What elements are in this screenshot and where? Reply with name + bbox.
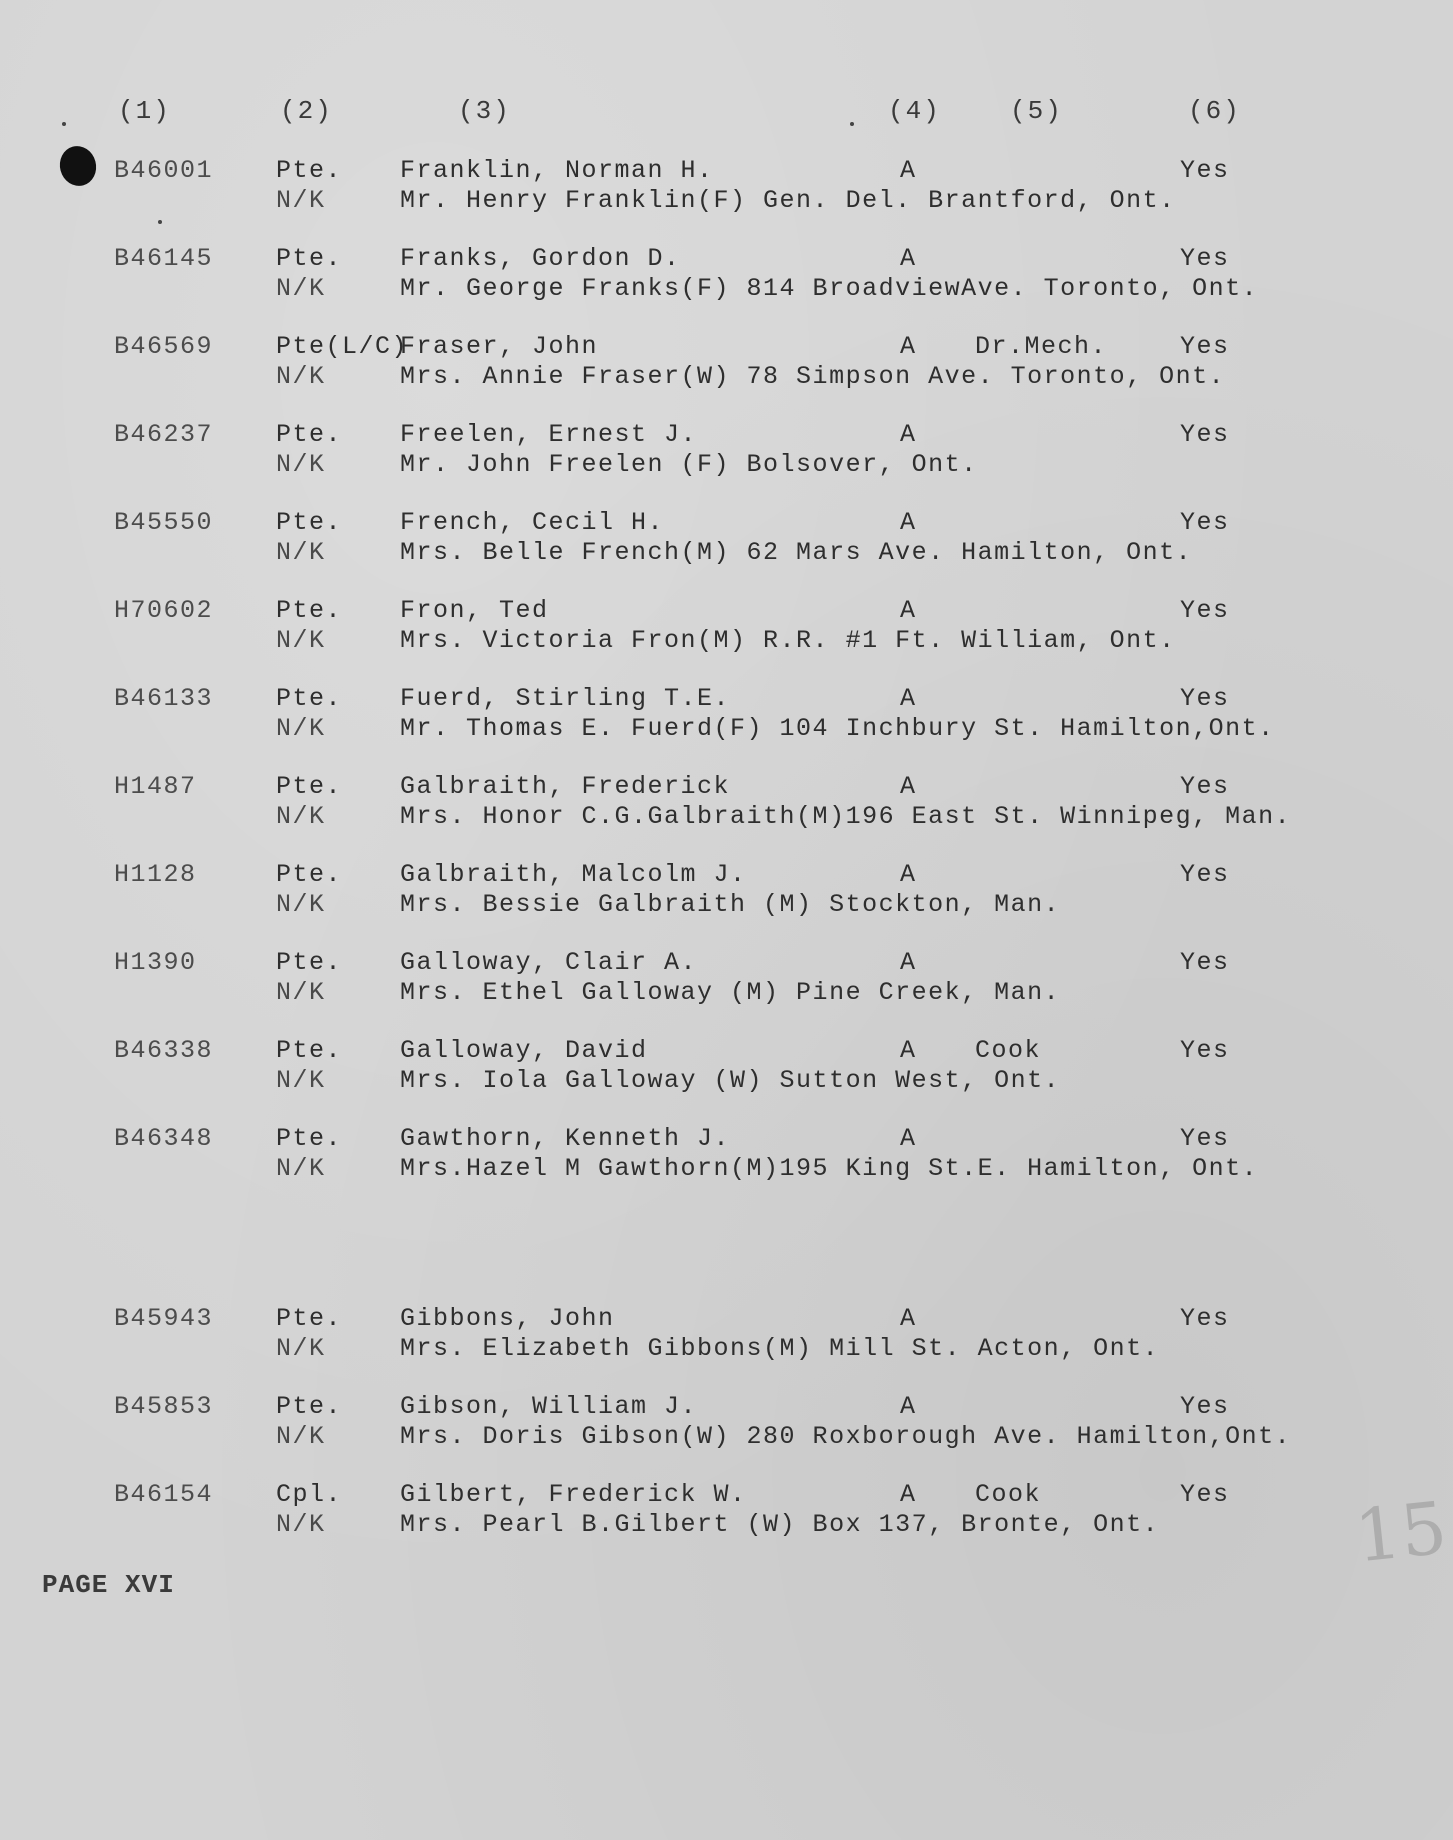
column-6-value: Yes	[1180, 1036, 1230, 1065]
list-item	[0, 156, 1453, 226]
rank: Pte.	[276, 1036, 343, 1065]
next-of-kin-address: Mr. George Franks(F) 814 BroadviewAve. Toronto, Ont.	[400, 274, 1259, 303]
next-of-kin-label: N/K	[276, 1422, 326, 1451]
list-item	[0, 508, 1453, 578]
column-6-value: Yes	[1180, 596, 1230, 625]
rank: Pte.	[276, 684, 343, 713]
next-of-kin-address: Mrs. Elizabeth Gibbons(M) Mill St. Acton, Ont.	[400, 1334, 1160, 1363]
column-4-value: A	[900, 1304, 917, 1333]
column-4-value: A	[900, 1036, 917, 1065]
column-6-value: Yes	[1180, 244, 1230, 273]
next-of-kin-address: Mrs. Annie Fraser(W) 78 Simpson Ave. Toronto, Ont.	[400, 362, 1226, 391]
page-footer: PAGE XVI	[42, 1570, 175, 1600]
next-of-kin-address: Mrs. Bessie Galbraith (M) Stockton, Man.	[400, 890, 1061, 919]
next-of-kin-address: Mrs. Ethel Galloway (M) Pine Creek, Man.	[400, 978, 1061, 1007]
column-6-value: Yes	[1180, 1124, 1230, 1153]
service-number: B46348	[114, 1124, 214, 1153]
column-header: (2)	[280, 96, 333, 126]
list-item	[0, 1036, 1453, 1106]
soldier-name: Gawthorn, Kenneth J.	[400, 1124, 731, 1153]
column-6-value: Yes	[1180, 1480, 1230, 1509]
column-header: (3)	[458, 96, 511, 126]
column-headers	[0, 96, 1453, 132]
list-item	[0, 948, 1453, 1018]
rank: Pte.	[276, 772, 343, 801]
column-5-value: Cook	[975, 1036, 1042, 1065]
next-of-kin-address: Mr. Henry Franklin(F) Gen. Del. Brantford, Ont.	[400, 186, 1176, 215]
next-of-kin-address: Mr. John Freelen (F) Bolsover, Ont.	[400, 450, 978, 479]
column-4-value: A	[900, 596, 917, 625]
next-of-kin-label: N/K	[276, 1154, 326, 1183]
service-number: H70602	[114, 596, 214, 625]
column-4-value: A	[900, 244, 917, 273]
column-header: (1)	[118, 96, 171, 126]
next-of-kin-label: N/K	[276, 802, 326, 831]
next-of-kin-label: N/K	[276, 450, 326, 479]
column-6-value: Yes	[1180, 1304, 1230, 1333]
column-6-value: Yes	[1180, 684, 1230, 713]
rank: Pte.	[276, 156, 343, 185]
column-6-value: Yes	[1180, 332, 1230, 361]
rank: Pte.	[276, 420, 343, 449]
service-number: H1128	[114, 860, 197, 889]
rank: Pte.	[276, 1392, 343, 1421]
service-number: B45853	[114, 1392, 214, 1421]
service-number: B46569	[114, 332, 214, 361]
soldier-name: Gibson, William J.	[400, 1392, 698, 1421]
column-header: (5)	[1010, 96, 1063, 126]
list-item	[0, 684, 1453, 754]
list-item	[0, 1392, 1453, 1462]
soldier-name: Franklin, Norman H.	[400, 156, 714, 185]
rank: Pte.	[276, 596, 343, 625]
next-of-kin-address: Mrs. Pearl B.Gilbert (W) Box 137, Bronte, Ont.	[400, 1510, 1160, 1539]
column-6-value: Yes	[1180, 772, 1230, 801]
soldier-name: Franks, Gordon D.	[400, 244, 681, 273]
column-4-value: A	[900, 1480, 917, 1509]
next-of-kin-label: N/K	[276, 978, 326, 1007]
column-4-value: A	[900, 1392, 917, 1421]
column-4-value: A	[900, 420, 917, 449]
service-number: H1487	[114, 772, 197, 801]
next-of-kin-label: N/K	[276, 274, 326, 303]
next-of-kin-label: N/K	[276, 538, 326, 567]
soldier-name: French, Cecil H.	[400, 508, 665, 537]
column-4-value: A	[900, 860, 917, 889]
soldier-name: Galloway, David	[400, 1036, 648, 1065]
column-header: (6)	[1188, 96, 1241, 126]
rank: Cpl.	[276, 1480, 343, 1509]
list-item	[0, 244, 1453, 314]
column-4-value: A	[900, 332, 917, 361]
column-6-value: Yes	[1180, 948, 1230, 977]
service-number: B46145	[114, 244, 214, 273]
service-number: B46338	[114, 1036, 214, 1065]
service-number: B45943	[114, 1304, 214, 1333]
next-of-kin-label: N/K	[276, 1066, 326, 1095]
soldier-name: Galbraith, Frederick	[400, 772, 731, 801]
next-of-kin-label: N/K	[276, 362, 326, 391]
soldier-name: Fuerd, Stirling T.E.	[400, 684, 731, 713]
column-6-value: Yes	[1180, 508, 1230, 537]
column-6-value: Yes	[1180, 420, 1230, 449]
next-of-kin-address: Mrs. Belle French(M) 62 Mars Ave. Hamilton, Ont.	[400, 538, 1193, 567]
next-of-kin-address: Mrs. Iola Galloway (W) Sutton West, Ont.	[400, 1066, 1061, 1095]
next-of-kin-label: N/K	[276, 626, 326, 655]
next-of-kin-address: Mrs. Victoria Fron(M) R.R. #1 Ft. William, Ont.	[400, 626, 1176, 655]
column-5-value: Cook	[975, 1480, 1042, 1509]
rank: Pte.	[276, 860, 343, 889]
next-of-kin-label: N/K	[276, 1510, 326, 1539]
soldier-name: Gilbert, Frederick W.	[400, 1480, 747, 1509]
list-item	[0, 1124, 1453, 1194]
column-4-value: A	[900, 508, 917, 537]
column-6-value: Yes	[1180, 860, 1230, 889]
list-item	[0, 420, 1453, 490]
list-item	[0, 1480, 1453, 1550]
next-of-kin-address: Mrs. Doris Gibson(W) 280 Roxborough Ave. Hamilton,Ont.	[400, 1422, 1292, 1451]
service-number: B46133	[114, 684, 214, 713]
soldier-name: Gibbons, John	[400, 1304, 615, 1333]
next-of-kin-label: N/K	[276, 1334, 326, 1363]
service-number: H1390	[114, 948, 197, 977]
service-number: B46154	[114, 1480, 214, 1509]
column-header: (4)	[888, 96, 941, 126]
rank: Pte.	[276, 1304, 343, 1333]
soldier-name: Fron, Ted	[400, 596, 549, 625]
column-4-value: A	[900, 772, 917, 801]
soldier-name: Galloway, Clair A.	[400, 948, 698, 977]
column-4-value: A	[900, 948, 917, 977]
list-item	[0, 1304, 1453, 1374]
column-5-value: Dr.Mech.	[975, 332, 1108, 361]
rank: Pte.	[276, 948, 343, 977]
soldier-name: Galbraith, Malcolm J.	[400, 860, 747, 889]
list-item	[0, 596, 1453, 666]
list-item	[0, 332, 1453, 402]
rank: Pte.	[276, 508, 343, 537]
rank: Pte(L/C)	[276, 332, 409, 361]
next-of-kin-label: N/K	[276, 714, 326, 743]
next-of-kin-label: N/K	[276, 186, 326, 215]
service-number: B46237	[114, 420, 214, 449]
column-6-value: Yes	[1180, 1392, 1230, 1421]
soldier-name: Freelen, Ernest J.	[400, 420, 698, 449]
list-item	[0, 860, 1453, 930]
column-4-value: A	[900, 1124, 917, 1153]
column-4-value: A	[900, 156, 917, 185]
rank: Pte.	[276, 244, 343, 273]
next-of-kin-address: Mrs.Hazel M Gawthorn(M)195 King St.E. Hamilton, Ont.	[400, 1154, 1259, 1183]
service-number: B45550	[114, 508, 214, 537]
next-of-kin-label: N/K	[276, 890, 326, 919]
column-6-value: Yes	[1180, 156, 1230, 185]
next-of-kin-address: Mr. Thomas E. Fuerd(F) 104 Inchbury St. Hamilton,Ont.	[400, 714, 1275, 743]
soldier-name: Fraser, John	[400, 332, 599, 361]
column-4-value: A	[900, 684, 917, 713]
list-item	[0, 772, 1453, 842]
margin-note: 15	[1350, 1485, 1451, 1579]
service-number: B46001	[114, 156, 214, 185]
next-of-kin-address: Mrs. Honor C.G.Galbraith(M)196 East St. Winnipeg, Man.	[400, 802, 1292, 831]
rank: Pte.	[276, 1124, 343, 1153]
